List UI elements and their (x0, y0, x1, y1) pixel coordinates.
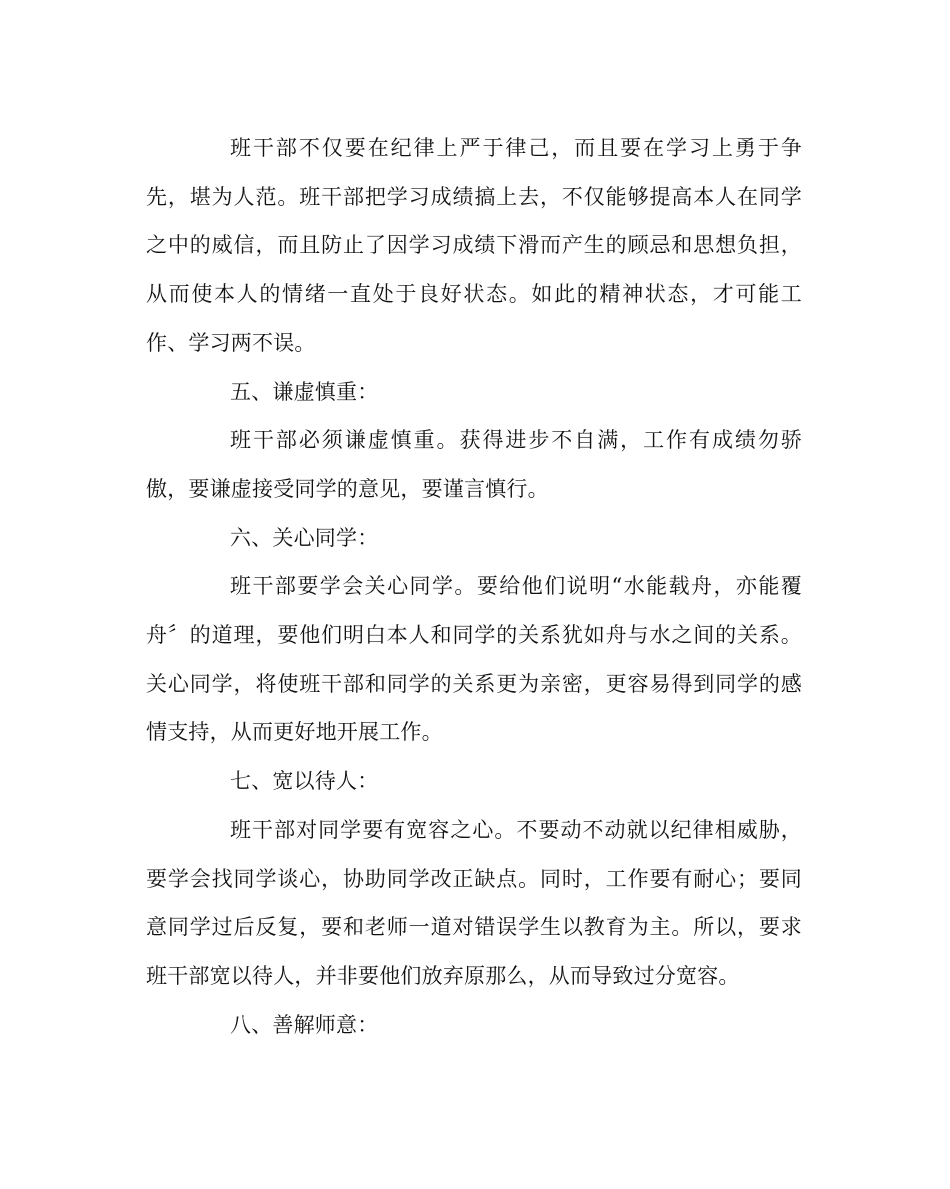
paragraph-care-classmates: 班干部要学会关心同学。要给他们说明“水能载舟，亦能覆舟〞的道理，要他们明白本人和同学的关系犹如舟与水之间的关系。关心同学，将使班干部和同学的关系更为亲密，更容易得到同学的感情支持，从而更好地开展工作。 (146, 574, 802, 745)
heading-humility: 五、谦虚慎重： (230, 379, 379, 404)
heading-tolerance: 七、宽以待人： (230, 769, 379, 794)
paragraph-tolerance: 班干部对同学要有宽容之心。不要动不动就以纪律相威胁，要学会找同学谈心，协助同学改正缺点。同时，工作要有耐心；要同意同学过后反复，要和老师一道对错误学生以教育为主。所以，要求班干部宽以待人，并非要他们放弃原那么，从而导致过分宽容。 (146, 817, 802, 988)
paragraph-study-leadership: 班干部不仅要在纪律上严于律己，而且要在学习上勇于争先，堪为人范。班干部把学习成绩搞上去，不仅能够提高本人在同学之中的威信，而且防止了因学习成绩下滑而产生的顾忌和思想负担，从而使本人的情绪一直处于良好状态。如此的精神状态，才可能工作、学习两不误。 (146, 136, 802, 355)
document-body (146, 124, 802, 1049)
heading-care-classmates: 六、关心同学： (230, 525, 379, 550)
heading-understand-teacher: 八、善解师意： (230, 1012, 379, 1037)
paragraph-humility: 班干部必须谦虚慎重。获得进步不自满，工作有成绩勿骄傲，要谦虚接受同学的意见，要谨言慎行。 (146, 428, 802, 501)
